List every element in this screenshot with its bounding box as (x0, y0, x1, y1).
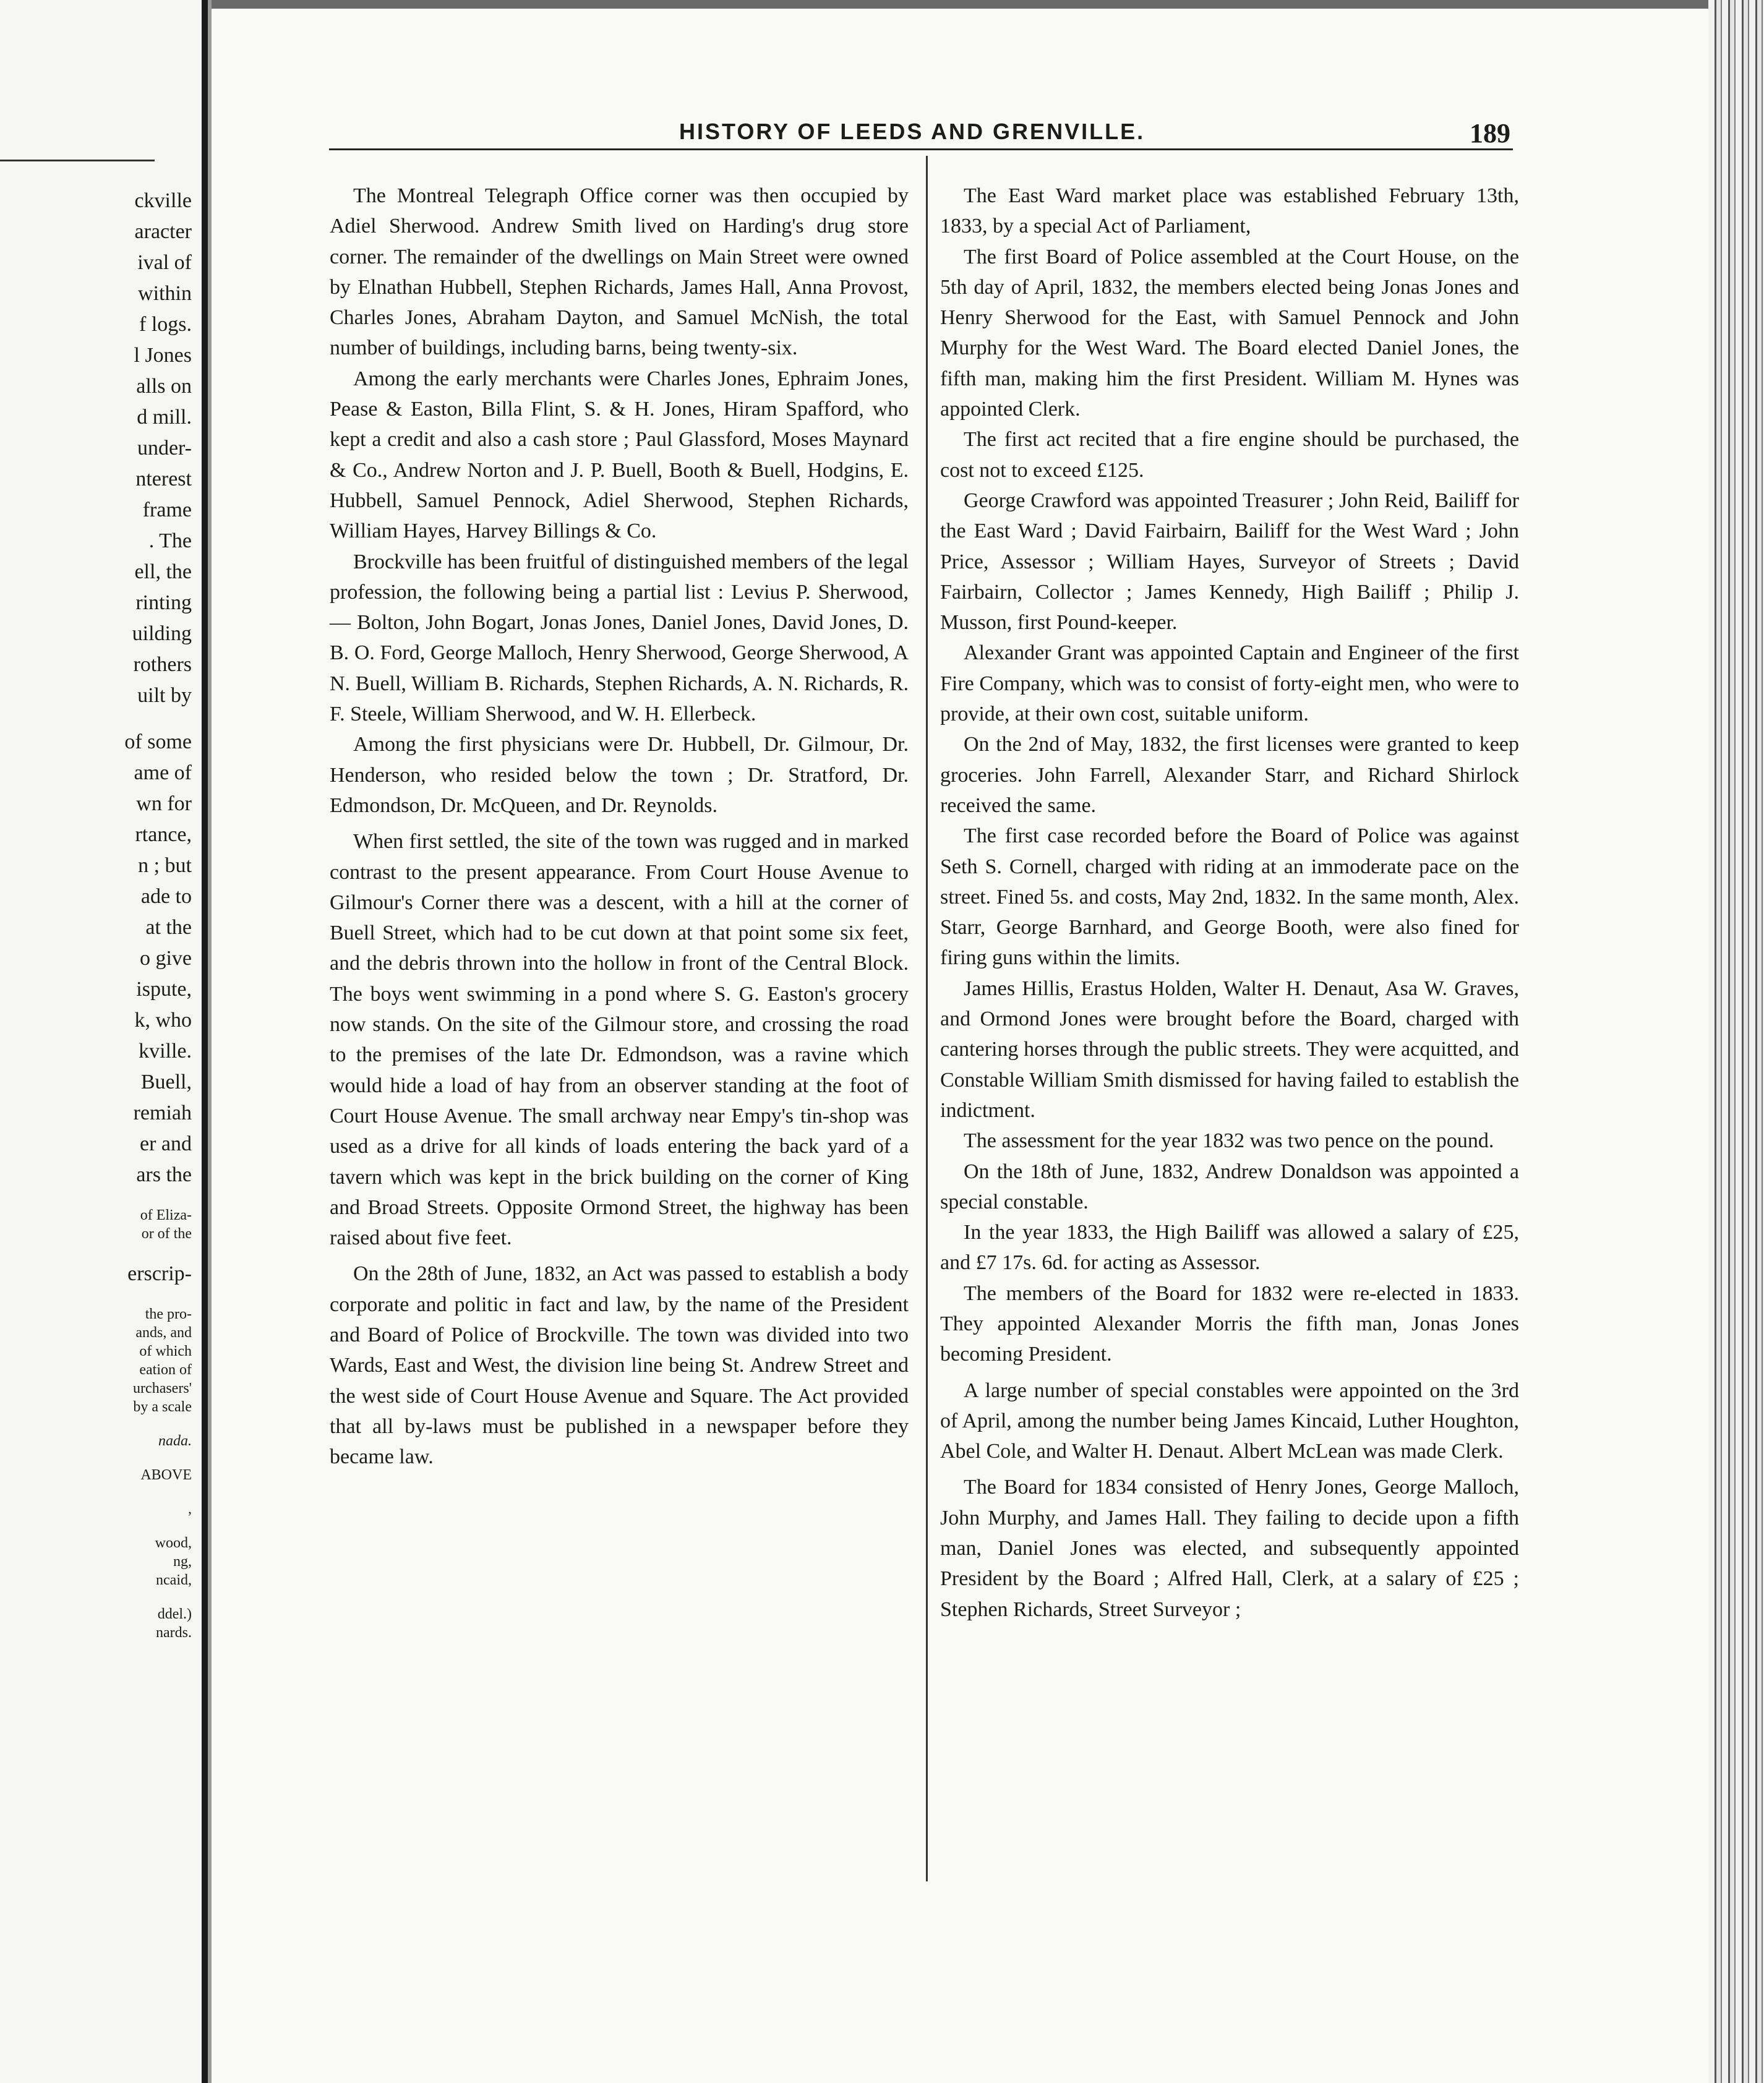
paragraph: A large number of special constables were appointed on the 3rd of April, among the number being James Kincaid, Luther Houghton, Abel Cole, and Walter H. Denaut. Albert McLean was made Clerk. (940, 1379, 1519, 1463)
left-fragment: uilding (132, 622, 192, 645)
paragraph: On the 2nd of May, 1832, the first licenses were granted to keep groceries. John Farrell, Alexander Starr, and Richard Shirlock received the same. (940, 733, 1519, 817)
paragraph: The members of the Board for 1832 were re-elected in 1833. They appointed Alexander Morris the fifth man, Jonas Jones becoming President. (940, 1281, 1519, 1366)
left-fragment: rtance, (135, 823, 192, 846)
left-fragment: ng, (173, 1554, 192, 1570)
page-number: 189 (1470, 118, 1510, 148)
left-fragment: of Eliza- (140, 1207, 192, 1223)
left-fragment: uilt by (137, 684, 192, 707)
left-fragment: alls on (136, 375, 192, 398)
left-page-text-fragments (6, 186, 192, 1642)
left-fragment: remiah (133, 1101, 192, 1124)
left-fragment: ars the (136, 1163, 192, 1186)
left-fragment: ands, and (135, 1325, 192, 1341)
running-head: HISTORY OF LEEDS AND GRENVILLE. (679, 119, 1145, 144)
paragraph: The Board for 1834 consisted of Henry Jones, George Malloch, John Murphy, and James Hall. They failing to decide upon a fifth man, Daniel Jones was elected, and subsequently appointed President by the Board ; Alfred Hall, Clerk, at a salary of £25 ; Stephen Richards, Street Surveyor ; (940, 1476, 1519, 1621)
left-fragment: rinting (135, 591, 192, 614)
paragraph: The Montreal Telegraph Office corner was then occupied by Adiel Sherwood. Andrew Smith lived on Harding's drug store corner. The remainder of the dwellings on Main Street were owned by Elnathan Hubbell, Stephen Richards, James Hall, Anna Provost, Charles Jones, Abraham Dayton, and Samuel McNish, the total number of buildings, including barns, being twenty-six. (330, 184, 909, 360)
left-fragment: erscrip- (127, 1262, 192, 1285)
paragraph: In the year 1833, the High Bailiff was allowed a salary of £25, and £7 17s. 6d. for acting as Assessor. (940, 1221, 1519, 1275)
left-fragment: er and (139, 1132, 192, 1155)
left-fragment: under- (137, 437, 192, 460)
left-fragment: aracter (134, 220, 192, 243)
paragraph: George Crawford was appointed Treasurer ; John Reid, Bailiff for the East Ward ; David Fairbairn, Bailiff for the West Ward ; John Price, Assessor ; William Hayes, Surveyor of Streets ; David Fairbairn, Collector ; James Kennedy, High Bailiff ; Philip J. Musson, first Pound-keeper. (940, 489, 1519, 635)
left-fragment: nada. (158, 1433, 192, 1449)
paragraph: The first Board of Police assembled at the Court House, on the 5th day of April, 1832, the members elected being Jonas Jones and Henry Sherwood for the East, with Samuel Pennock and John Murphy for the West Ward. The Board elected Daniel Jones, the fifth man, making him the first President. William M. Hynes was appointed Clerk. (940, 245, 1519, 421)
left-fragment: nterest (135, 468, 192, 490)
left-fragment: wn for (136, 792, 192, 815)
left-fragment: of some (124, 730, 192, 753)
paragraph: On the 18th of June, 1832, Andrew Donaldson was appointed a special constable. (940, 1160, 1519, 1213)
left-page-edge (0, 0, 202, 2083)
left-fragment: f logs. (139, 313, 192, 336)
left-fragment: ispute, (136, 978, 192, 1001)
left-fragment: the pro- (145, 1306, 192, 1322)
left-fragment: l Jones (134, 344, 192, 367)
left-page-rule (0, 160, 155, 161)
left-fragment: ddel.) (157, 1606, 192, 1622)
left-fragment: nards. (156, 1625, 192, 1641)
left-fragment: ckville (134, 189, 192, 212)
left-fragment: o give (139, 947, 192, 970)
left-fragment: ncaid, (156, 1572, 192, 1588)
left-fragment: ABOVE (140, 1467, 192, 1483)
paragraph: Brockville has been fruitful of distinguished members of the legal profession, the following being a partial list : Levius P. Sherwood, — Bolton, John Bogart, Jonas Jones, Daniel Jones, David Jones, D. B. O. Ford, George Malloch, Henry Sherwood, George Sherwood, A N. Buell, William B. Richards, Stephen Richards, A. N. Richards, R. F. Steele, William Sherwood, and W. H. Ellerbeck. (330, 550, 909, 726)
left-fragment: ame of (134, 761, 192, 784)
text-column-left (330, 181, 909, 1472)
left-fragment: of which (139, 1343, 192, 1359)
header-rule (329, 148, 1513, 150)
left-fragment: wood, (155, 1535, 192, 1551)
left-fragment: ell, the (134, 560, 192, 583)
paragraph: The assessment for the year 1832 was two pence on the pound. (964, 1129, 1494, 1153)
page-top-edge (212, 0, 1764, 9)
book-gutter (202, 0, 208, 2083)
paragraph: Alexander Grant was appointed Captain and Engineer of the first Fire Company, which was to consist of forty-eight men, who were to provide, at their own cost, suitable uniform. (940, 641, 1519, 726)
left-fragment: Buell, (140, 1071, 192, 1093)
paragraph: Among the early merchants were Charles Jones, Ephraim Jones, Pease & Easton, Billa Flint, S. & H. Jones, Hiram Spafford, who kept a credit and also a cash store ; Paul Glassford, Moses Maynard & Co., Andrew Norton and J. P. Buell, Booth & Buell, Hodgins, E. Hubbell, Samuel Pennock, Adiel Sherwood, Stephen Richards, William Hayes, Harvey Billings & Co. (330, 367, 909, 543)
left-fragment: by a scale (133, 1399, 192, 1415)
paragraph: On the 28th of June, 1832, an Act was passed to establish a body corporate and politic in fact and law, by the name of the President and Board of Police of Brockville. The town was divided into two Wards, East and West, the division line being St. Andrew Street and the west side of Court House Avenue and Square. The Act provided that all by-laws must be published in a newspaper before they became law. (330, 1262, 909, 1469)
left-fragment: within (138, 282, 192, 305)
paragraph: The first act recited that a fire engine should be purchased, the cost not to exceed £125. (940, 428, 1519, 482)
left-fragment: eation of (139, 1362, 192, 1378)
left-fragment: n ; but (138, 854, 192, 877)
left-fragment: k, who (134, 1009, 192, 1032)
left-fragment: ade to (140, 885, 192, 908)
left-fragment: , (188, 1501, 192, 1517)
page-stack-edge (1708, 0, 1764, 2083)
left-fragment: ival of (137, 251, 192, 274)
left-fragment: kville. (139, 1040, 192, 1063)
left-fragment: d mill. (137, 406, 192, 429)
left-fragment: or of the (141, 1226, 192, 1242)
left-fragment: frame (142, 498, 192, 521)
left-fragment: urchasers' (133, 1380, 192, 1397)
paragraph: James Hillis, Erastus Holden, Walter H. Denaut, Asa W. Graves, and Ormond Jones were brought before the Board, charged with cantering horses through the public streets. They were acquitted, and Constable William Smith dismissed for having failed to establish the indictment. (940, 977, 1519, 1122)
paragraph: When first settled, the site of the town was rugged and in marked contrast to the present appearance. From Court House Avenue to Gilmour's Corner there was a descent, with a hill at the corner of Buell Street, which had to be cut down at that point some six feet, and the debris thrown into the hollow in front of the Central Block. The boys went swimming in a pond where S. G. Easton's grocery now stands. On the site of the Gilmour store, and crossing the road to the premises of the late Dr. Edmondson, was a ravine which would hide a load of hay from an observer standing at the foot of Court House Avenue. The small archway near Empy's tin-shop was used as a drive for all kinds of loads entering the back yard of a tavern which was kept in the brick building on the corner of King and Broad Streets. Opposite Ormond Street, the highway has been raised about five feet. (330, 830, 909, 1250)
left-fragment: . The (148, 529, 192, 552)
paragraph: The first case recorded before the Board of Police was against Seth S. Cornell, charged with riding at an immoderate pace on the street. Fined 5s. and costs, May 2nd, 1832. In the same month, Alex. Starr, George Barnhard, and George Booth, were also fined for firing guns within the limits. (940, 824, 1519, 970)
paragraph: The East Ward market place was established February 13th, 1833, by a special Act of Parliament, (940, 184, 1519, 238)
left-fragment: at the (145, 916, 192, 939)
left-fragment: rothers (133, 653, 192, 676)
text-column-right (940, 181, 1519, 1625)
column-divider (926, 156, 928, 1881)
paragraph: Among the first physicians were Dr. Hubbell, Dr. Gilmour, Dr. Henderson, who resided below the town ; Dr. Stratford, Dr. Edmondson, Dr. McQueen, and Dr. Reynolds. (330, 733, 909, 817)
